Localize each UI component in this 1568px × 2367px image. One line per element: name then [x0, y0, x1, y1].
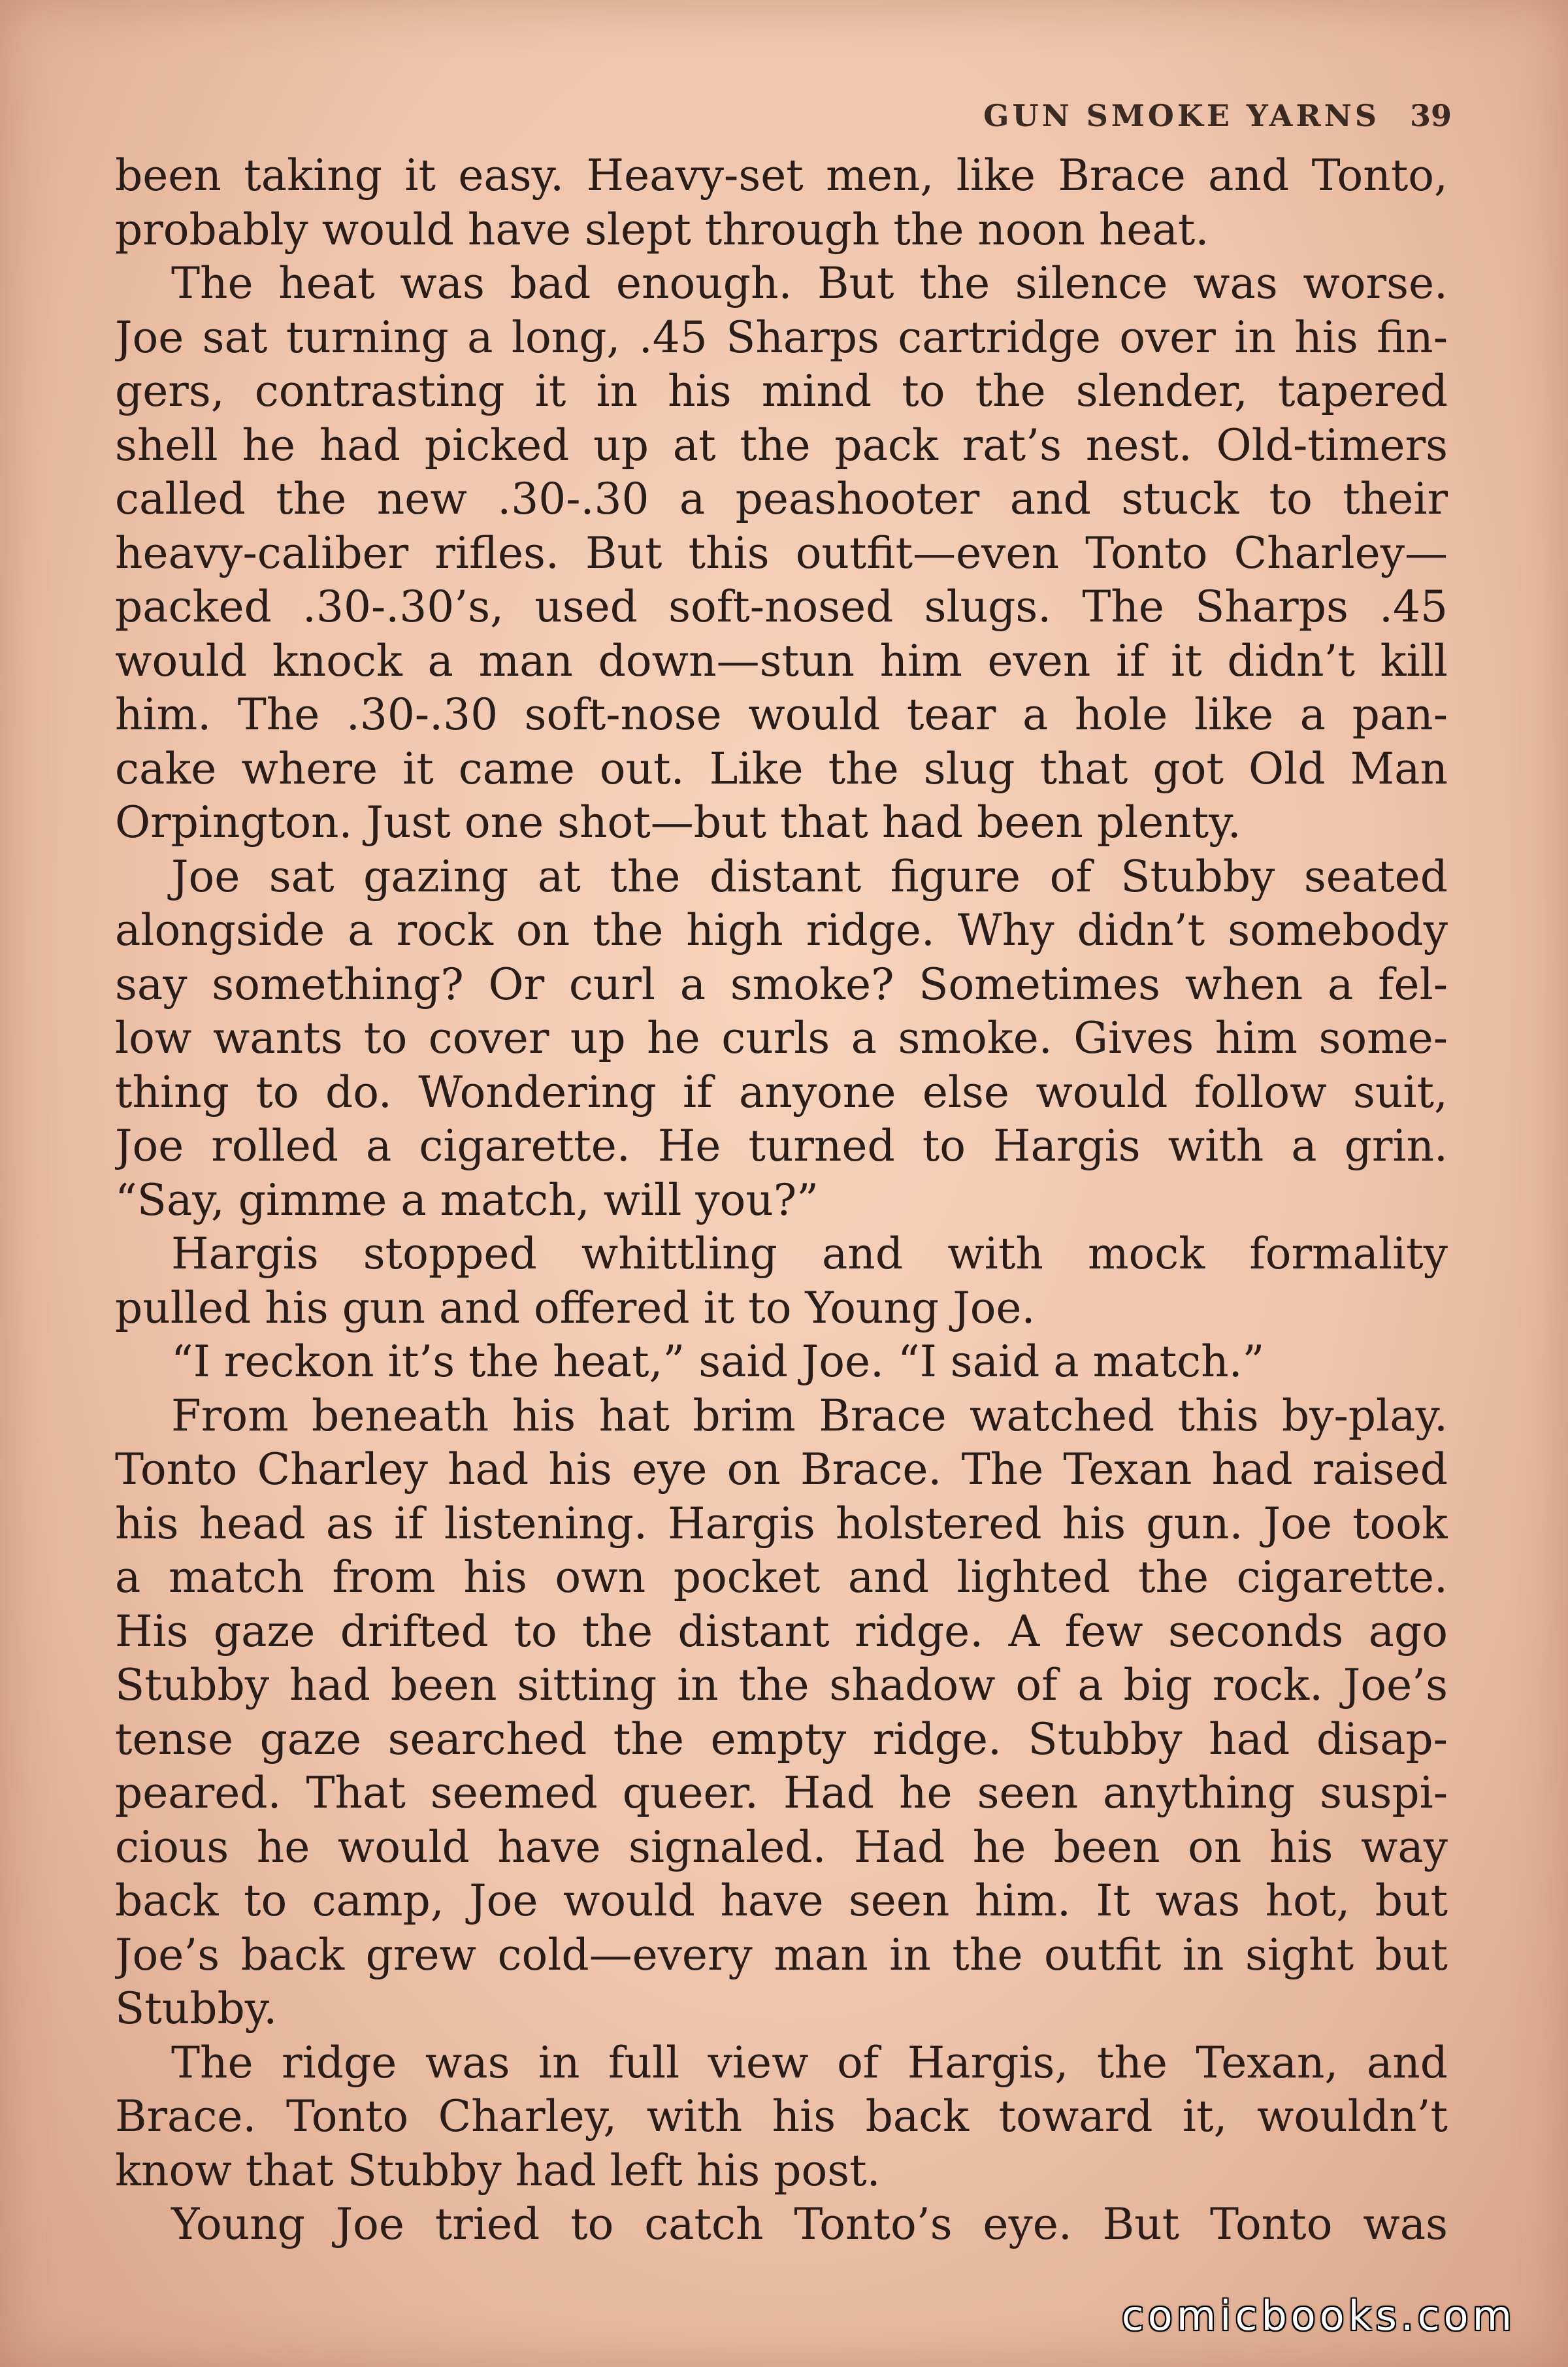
- text-line: say something? Or curl a smoke? Sometimes when a fel-: [115, 959, 1448, 1010]
- text-line: The ridge was in full view of Hargis, the Texan, and: [171, 2037, 1448, 2088]
- text-line: Joe rolled a cigarette. He turned to Hargis with a grin.: [115, 1121, 1448, 1171]
- text-line: From beneath his hat brim Brace watched this by-play.: [171, 1390, 1448, 1441]
- text-line: probably would have slept through the noon heat.: [115, 204, 1209, 255]
- text-line: back to camp, Joe would have seen him. It was hot, but: [115, 1876, 1448, 1926]
- text-line: Orpington. Just one shot—but that had been plenty.: [115, 797, 1241, 848]
- text-line: thing to do. Wondering if anyone else would follow suit,: [115, 1067, 1448, 1117]
- text-line: Hargis stopped whittling and with mock formality: [171, 1229, 1448, 1279]
- text-line: packed .30-.30’s, used soft-nosed slugs. The Sharps .45: [115, 582, 1448, 632]
- text-line: Stubby had been sitting in the shadow of a big rock. Joe’s: [115, 1660, 1448, 1710]
- text-line: called the new .30-.30 a peashooter and stuck to their: [115, 474, 1448, 524]
- text-line: tense gaze searched the empty ridge. Stubby had disap-: [115, 1713, 1448, 1764]
- text-line: gers, contrasting it in his mind to the slender, tapered: [115, 366, 1448, 416]
- text-line: cake where it came out. Like the slug that got Old Man: [115, 743, 1448, 794]
- text-line: a match from his own pocket and lighted the cigarette.: [115, 1552, 1448, 1602]
- text-line: Young Joe tried to catch Tonto’s eye. But Tonto was: [171, 2199, 1448, 2249]
- text-line: His gaze drifted to the distant ridge. A few seconds ago: [115, 1606, 1448, 1657]
- text-line: shell he had picked up at the pack rat’s nest. Old-timers: [115, 420, 1448, 471]
- page-number: 39: [1409, 98, 1452, 133]
- text-line: know that Stubby had left his post.: [115, 2145, 881, 2196]
- text-line: The heat was bad enough. But the silence was worse.: [171, 258, 1448, 308]
- text-line: peared. That seemed queer. Had he seen anything suspi-: [115, 1768, 1448, 1818]
- text-line: Stubby.: [115, 1983, 278, 2034]
- text-line: his head as if listening. Hargis holstered his gun. Joe took: [115, 1498, 1448, 1549]
- text-line: “Say, gimme a match, will you?”: [115, 1174, 819, 1225]
- text-line: been taking it easy. Heavy-set men, like Brace and Tonto,: [115, 150, 1448, 201]
- text-line: Joe’s back grew cold—every man in the outfit in sight but: [115, 1929, 1448, 1980]
- text-line: Joe sat turning a long, .45 Sharps cartridge over in his fin-: [115, 312, 1448, 363]
- text-line: pulled his gun and offered it to Young Joe.: [115, 1282, 1036, 1333]
- text-line: him. The .30-.30 soft-nose would tear a hole like a pan-: [115, 689, 1448, 740]
- text-line: Joe sat gazing at the distant figure of Stubby seated: [171, 851, 1448, 902]
- watermark: comicbooks.com: [1121, 2292, 1516, 2340]
- text-line: “I reckon it’s the heat,” said Joe. “I said a match.”: [171, 1336, 1265, 1387]
- text-line: alongside a rock on the high ridge. Why didn’t somebody: [115, 905, 1448, 955]
- text-line: Tonto Charley had his eye on Brace. The Texan had raised: [115, 1444, 1448, 1495]
- text-line: cious he would have signaled. Had he been on his way: [115, 1821, 1448, 1872]
- text-line: Brace. Tonto Charley, with his back toward it, wouldn’t: [115, 2091, 1448, 2142]
- running-title: GUN SMOKE YARNS: [983, 98, 1380, 133]
- running-head: [983, 98, 1452, 133]
- text-line: would knock a man down—stun him even if it didn’t kill: [115, 635, 1448, 686]
- text-line: heavy-caliber rifles. But this outfit—even Tonto Charley—: [115, 527, 1448, 578]
- text-line: low wants to cover up he curls a smoke. Gives him some-: [115, 1013, 1448, 1063]
- body-text: [115, 149, 1448, 2252]
